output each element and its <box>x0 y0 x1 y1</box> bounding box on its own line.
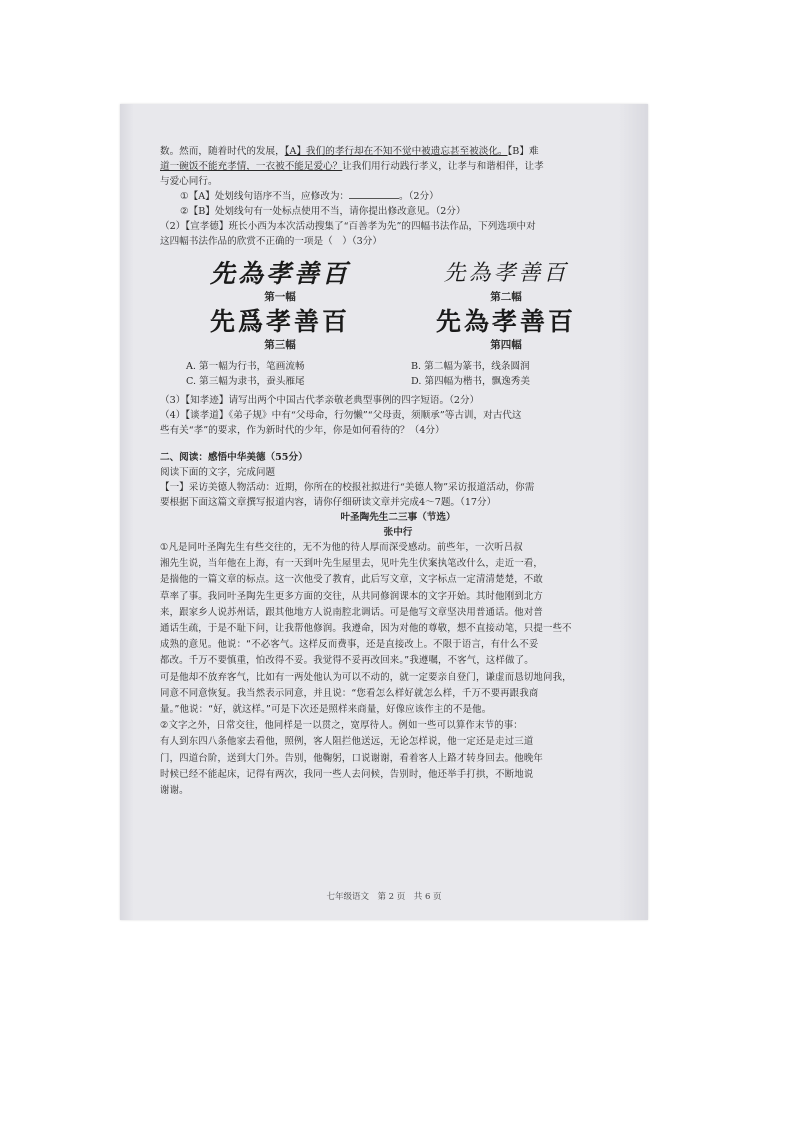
article-body <box>160 540 636 799</box>
option-c[interactable]: C. 第三幅为隶书，蚕头雁尾 <box>186 376 305 387</box>
article-line: 门，四道台阶，送到大门外。告别，他鞠躬，口说谢谢，看着客人上路才转身回去。他晚年 <box>160 752 544 764</box>
question-4-line2: 些有关“孝”的要求，作为新时代的少年，你是如何看待的？（4分） <box>160 425 445 436</box>
question-1b: ②【B】处划线句有一处标点使用不当，请你提出修改意见。（2分） <box>180 206 466 217</box>
calligraphy-caption: 第四幅 <box>490 339 522 351</box>
option-b[interactable]: B. 第二幅为篆书，线条圆润 <box>411 361 530 372</box>
section-2-task-line1: 【一】采访美德人物活动：近期，你所在的校报社拟进行“美德人物”采访报道活动，你需 <box>160 482 535 493</box>
article-line: ①凡是同叶圣陶先生有些交往的，无不为他的待人厚而深受感动。前些年，一次听吕叔 <box>160 542 523 553</box>
calligraphy-caption: 第三幅 <box>264 339 296 351</box>
calligraphy-item <box>406 259 606 305</box>
article-title: 叶圣陶先生二三事（节选） <box>340 512 456 523</box>
article-line: 可是他却不放弃客气，比如有一两处他认为可以不动的，就一定要亲自登门，谦虚而恳切地问我， <box>160 671 572 683</box>
text-span: 与爱心同行。 <box>160 176 218 187</box>
text-line <box>160 174 636 189</box>
question-text: ①【A】处划线句语序不当，应修改为： <box>180 191 350 202</box>
section-2-task-line2: 要根据下面这篇文章撰写报道内容，请你仔细研读文章并完成4～7题。（17分） <box>160 497 497 508</box>
article-author: 张中行 <box>383 527 413 538</box>
question-score: 。（2分） <box>399 191 439 202</box>
article-line: 草率了事。我同叶圣陶先生更多方面的交往，从共同修润课本的文字开始。其时他刚到北方 <box>160 590 544 602</box>
exam-paper <box>120 104 648 920</box>
calligraphy-work-3: 先爲孝善百 <box>209 307 350 336</box>
calligraphy-work-4: 先為孝善百 <box>435 307 576 336</box>
option-d[interactable]: D. 第四幅为楷书，飘逸秀美 <box>411 376 530 387</box>
calligraphy-item <box>180 259 380 305</box>
section-2-title: 二、阅读：感悟中华美德（55分） <box>160 452 308 463</box>
text-span: 数。然而，随着时代的发展， <box>160 146 285 157</box>
page-content <box>160 144 636 799</box>
page-footer: 七年级语文 第 2 页 共 6 页 <box>326 892 442 902</box>
question-2-line2: 这四幅书法作品的欣赏不正确的一项是（ ）（3分） <box>160 236 382 247</box>
article-line: 来，跟家乡人说苏州话，跟其他地方人说南腔北调话。可是他写文章坚决用普通话。他对普 <box>160 606 544 618</box>
calligraphy-item <box>406 307 606 353</box>
calligraphy-row-1 <box>160 259 636 305</box>
answer-blank[interactable] <box>349 189 399 199</box>
question-1a <box>160 189 636 204</box>
article-line: 是揣他的一篇文章的标点。这一次他受了教育，此后写文章，文字标点一定清清楚楚，不敢 <box>160 574 544 586</box>
calligraphy-caption: 第二幅 <box>490 291 522 303</box>
calligraphy-work-2: 先為孝善百 <box>443 261 569 286</box>
article-line: 有人到东四八条他家去看他，照例，客人阻拦他送远，无论怎样说，他一定还是走过三道 <box>160 736 534 748</box>
calligraphy-item <box>180 307 380 353</box>
article-line: ②文字之外，日常交往，他同样是一以贯之，宽厚待人。例如一些可以算作末节的事： <box>160 720 523 732</box>
article-line: 谢谢。 <box>160 785 189 797</box>
calligraphy-row-2 <box>160 307 636 353</box>
underlined-sentence-b: 道一碗饭不能充孝情，一衣被不能足爱心？ <box>160 161 343 172</box>
calligraphy-work-1: 先為孝善百 <box>209 259 350 288</box>
text-line <box>160 144 636 159</box>
section-2-intro: 阅读下面的文字，完成问题 <box>160 467 276 478</box>
article-line: 通话生疏，于是不耻下问，让我帮他修润。我遵命，因为对他的尊敬，想不直接动笔，只提一些不 <box>160 623 572 635</box>
question-3: （3）【知孝迹】请写出两个中国古代孝亲敬老典型事例的四字短语。（2分） <box>160 395 480 406</box>
question-2-line1: （2）【宣孝德】班长小西为本次活动搜集了“百善孝为先”的四幅书法作品，下列选项中对 <box>160 221 536 232</box>
article-line: 时候已经不能起床，记得有两次，我同一些人去问候，告别时，他还举手打拱，不断地说 <box>160 768 534 780</box>
calligraphy-caption: 第一幅 <box>264 291 296 303</box>
text-line <box>160 159 636 174</box>
article-line: 成熟的意见。他说：“不必客气。这样反而费事，还是直接改上。不限于语言，有什么不妥 <box>160 639 539 651</box>
article-line: 湘先生说，当年他在上海，有一天到叶先生屋里去，见叶先生伏案执笔改什么，走近一看， <box>160 558 544 570</box>
text-span: 让我们用行动践行孝义，让孝与和谐相伴，让孝 <box>342 161 544 172</box>
option-a[interactable]: A. 第一幅为行书，笔画流畅 <box>186 361 305 372</box>
text-span: 【B】难 <box>507 146 539 157</box>
article-line: 同意不同意恢复。我当然表示同意，并且说：“您看怎么样好就怎么样，千万不要再跟我商 <box>160 687 539 699</box>
underlined-sentence-a: 【A】我们的孝行却在不知不觉中被遗忘甚至被淡化。 <box>284 146 508 157</box>
question-4-line1: （4）【谈孝道】《弟子规》中有“父母命，行勿懒”“父母责，须顺承”等古训，对古代这 <box>160 410 522 421</box>
article-line: 量。”他说：“好，就这样。”可是下次还是照样来商量，好像应该作主的不是他。 <box>160 704 492 716</box>
answer-options <box>160 359 636 389</box>
article-line: 都改。千万不要慎重，怕改得不妥。我觉得不妥再改回来。”我遵嘱，不客气，这样做了。 <box>160 655 534 667</box>
